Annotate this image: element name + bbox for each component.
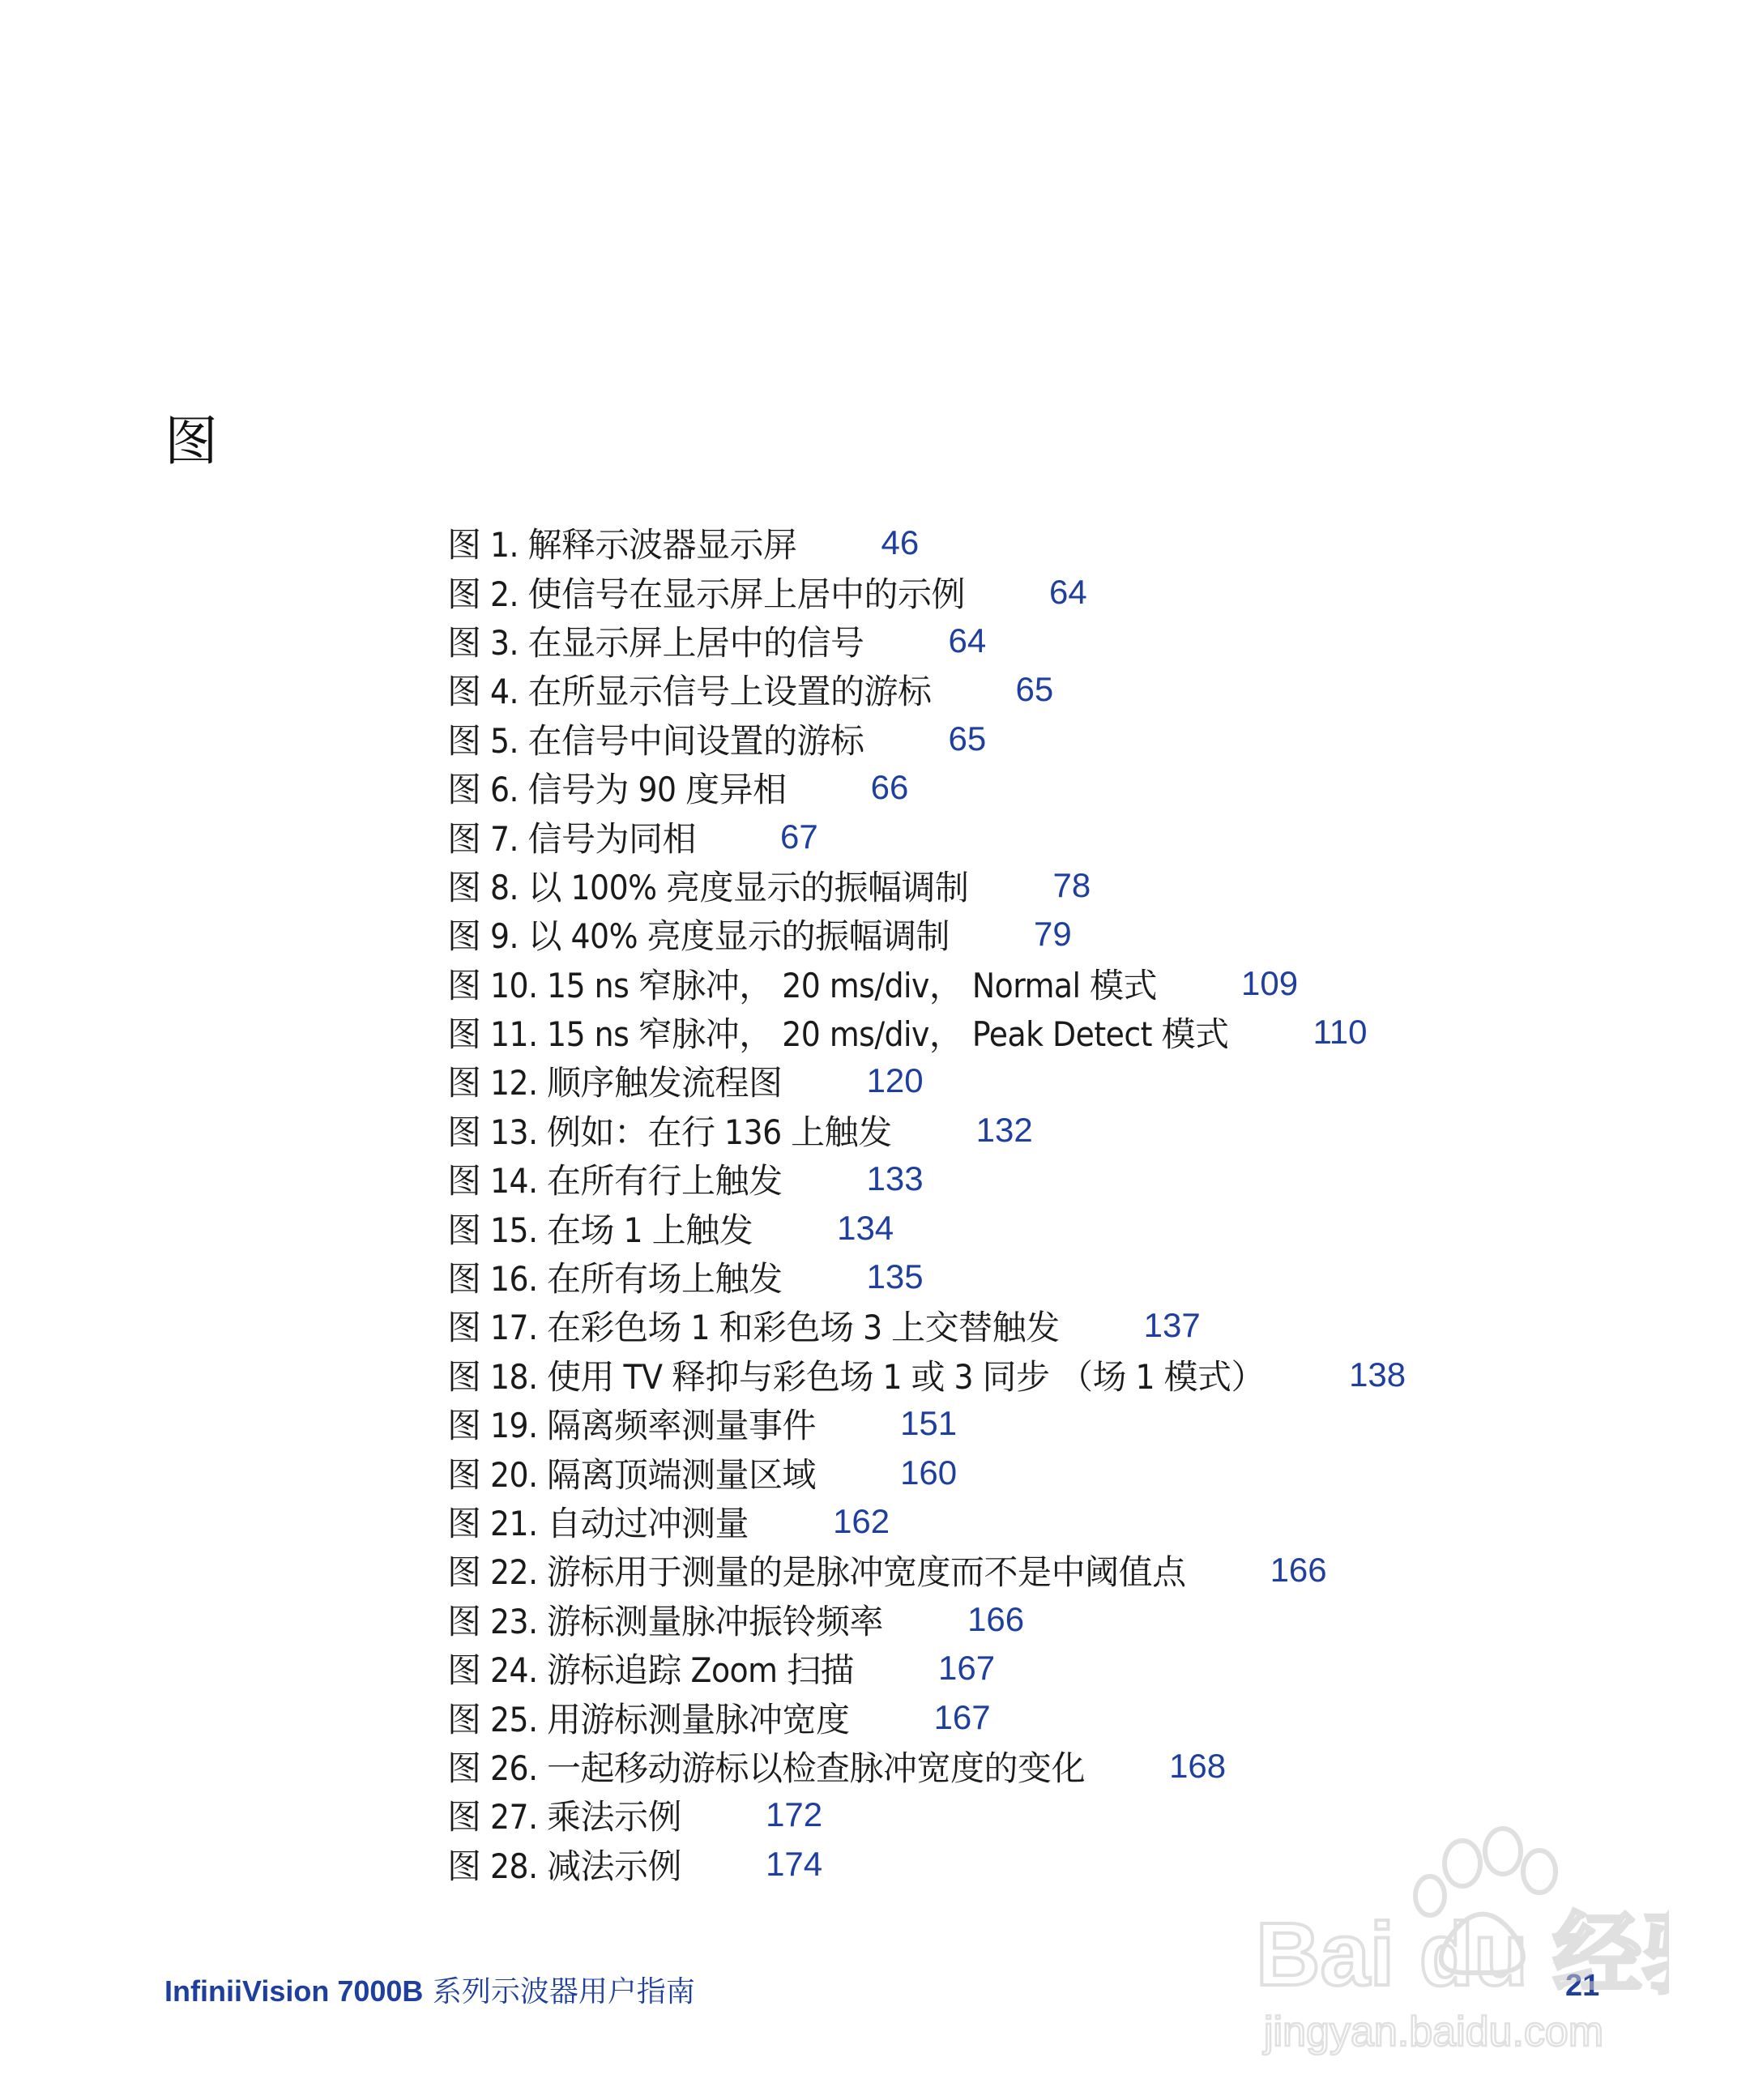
figure-page-link[interactable]: 133: [866, 1159, 924, 1198]
figure-caption: 图 27. 乘法示例: [447, 1797, 682, 1838]
figure-page-link[interactable]: 65: [948, 719, 987, 758]
figure-caption: 图 2. 使信号在显示屏上居中的示例: [447, 574, 966, 614]
figure-page-link[interactable]: 167: [937, 1649, 996, 1688]
figure-caption: 图 13. 例如：在行 136 上触发: [447, 1112, 892, 1152]
figure-page-link[interactable]: 79: [1034, 915, 1072, 954]
figure-caption: 图 18. 使用 TV 释抑与彩色场 1 或 3 同步 （场 1 模式）: [447, 1356, 1266, 1397]
figure-caption: 图 22. 游标用于测量的是脉冲宽度而不是中阈值点: [447, 1552, 1186, 1593]
figure-caption: 图 8. 以 100% 亮度显示的振幅调制: [447, 867, 969, 907]
figure-entry: [447, 1301, 1406, 1350]
baidu-paw-logo-icon: [1248, 1815, 1669, 2058]
figure-caption: 图 7. 信号为同相: [447, 818, 697, 859]
figure-page-link[interactable]: 166: [967, 1599, 1025, 1638]
figure-page-link[interactable]: 160: [900, 1453, 958, 1492]
figure-caption: 图 20. 隔离顶端测量区域: [447, 1454, 817, 1495]
figure-entry: [447, 567, 1406, 616]
figure-caption: 图 3. 在显示屏上居中的信号: [447, 622, 864, 663]
figure-caption: 图 23. 游标测量脉冲振铃频率: [447, 1601, 884, 1641]
figure-entry: [447, 1399, 1406, 1448]
figure-entry: [447, 1497, 1406, 1546]
figure-page-link[interactable]: 137: [1143, 1306, 1201, 1345]
svg-text:jingyan.baidu.com: jingyan.baidu.com: [1264, 2008, 1604, 2055]
figure-caption: 图 4. 在所显示信号上设置的游标: [447, 672, 932, 712]
figure-page-link[interactable]: 120: [866, 1061, 924, 1100]
figure-entry: [447, 763, 1406, 812]
figure-page-link[interactable]: 162: [833, 1502, 890, 1540]
figure-entry: [447, 1595, 1406, 1644]
figure-entry: [447, 617, 1406, 665]
figure-entry: [447, 861, 1406, 910]
figure-caption: 图 14. 在所有行上触发: [447, 1161, 783, 1202]
figure-page-link[interactable]: 166: [1270, 1551, 1327, 1590]
figure-entry: [447, 959, 1406, 1008]
figure-page-link[interactable]: 64: [1049, 572, 1087, 611]
figure-entry: [447, 1351, 1406, 1399]
svg-text:Bai du 经验: Bai du 经: [1256, 1905, 1642, 2004]
figure-entry: [447, 1448, 1406, 1496]
figure-page-link[interactable]: 172: [766, 1795, 823, 1834]
figure-caption: 图 10. 15 ns 窄脉冲， 20 ms/div， Normal 模式: [447, 965, 1158, 1005]
figure-entry: [447, 1203, 1406, 1252]
figure-caption: 图 16. 在所有场上触发: [447, 1259, 783, 1300]
footer-brand: InfiniiVision 7000B: [164, 1974, 424, 2008]
figure-page-link[interactable]: 174: [766, 1844, 823, 1883]
figure-entry: [447, 1106, 1406, 1155]
figure-entry: [447, 1155, 1406, 1203]
figure-caption: 图 19. 隔离频率测量事件: [447, 1406, 817, 1446]
figure-caption: 图 6. 信号为 90 度异相: [447, 770, 787, 810]
figure-entry: [447, 715, 1406, 763]
figure-entry: [447, 1692, 1406, 1741]
figure-caption: 图 28. 减法示例: [447, 1846, 682, 1886]
figure-caption: 图 5. 在信号中间设置的游标: [447, 720, 864, 761]
figure-entry: [447, 1056, 1406, 1105]
figure-caption: 图 21. 自动过冲测量: [447, 1504, 749, 1543]
figure-caption: 图 24. 游标追踪 Zoom 扫描: [447, 1650, 854, 1691]
figure-caption: 图 25. 用游标测量脉冲宽度: [447, 1699, 850, 1739]
figure-entry: [447, 1742, 1406, 1791]
figure-entry: [447, 1008, 1406, 1056]
figure-entry: [447, 910, 1406, 958]
figure-page-link[interactable]: 151: [900, 1404, 958, 1443]
figure-page-link[interactable]: 65: [1015, 670, 1054, 709]
figure-caption: 图 9. 以 40% 亮度显示的振幅调制: [447, 916, 950, 957]
figure-page-link[interactable]: 46: [881, 523, 920, 562]
figure-page-link[interactable]: 134: [837, 1208, 894, 1247]
figure-page-link[interactable]: 78: [1052, 865, 1091, 904]
figure-entry: [447, 1644, 1406, 1692]
figure-page-link[interactable]: 109: [1241, 963, 1299, 1002]
figure-caption: 图 11. 15 ns 窄脉冲， 20 ms/div， Peak Detect 模式: [447, 1014, 1229, 1055]
figure-page-link[interactable]: 135: [866, 1257, 924, 1296]
figure-page-link[interactable]: 138: [1349, 1355, 1406, 1394]
figure-entry: [447, 1253, 1406, 1301]
figure-page-link[interactable]: 66: [870, 768, 909, 807]
section-title: 图: [164, 410, 218, 472]
figure-list: [447, 519, 1406, 1889]
figure-caption: 图 1. 解释示波器显示屏: [447, 525, 797, 566]
figure-page-link[interactable]: 168: [1169, 1746, 1227, 1785]
page-number: 21: [1565, 1969, 1600, 2003]
figure-page-link[interactable]: 64: [948, 621, 987, 659]
figure-entry: [447, 519, 1406, 567]
baidu-jingyan-watermark: [1248, 1815, 1669, 2058]
figure-entry: [447, 812, 1406, 860]
figure-entry: [447, 665, 1406, 714]
figure-page-link[interactable]: 67: [780, 817, 818, 856]
figure-caption: 图 17. 在彩色场 1 和彩色场 3 上交替触发: [447, 1308, 1060, 1348]
figure-page-link[interactable]: 132: [975, 1110, 1033, 1149]
footer-subtitle: 系列示波器用户指南: [432, 1975, 695, 2008]
figure-caption: 图 12. 顺序触发流程图: [447, 1063, 783, 1103]
figure-entry: [447, 1546, 1406, 1594]
figure-caption: 图 26. 一起移动游标以检查脉冲宽度的变化: [447, 1748, 1086, 1788]
figure-page-link[interactable]: 167: [933, 1697, 991, 1736]
footer-document-title: [164, 1969, 695, 2010]
figure-page-link[interactable]: 110: [1312, 1013, 1368, 1052]
figure-caption: 图 15. 在场 1 上触发: [447, 1210, 753, 1250]
